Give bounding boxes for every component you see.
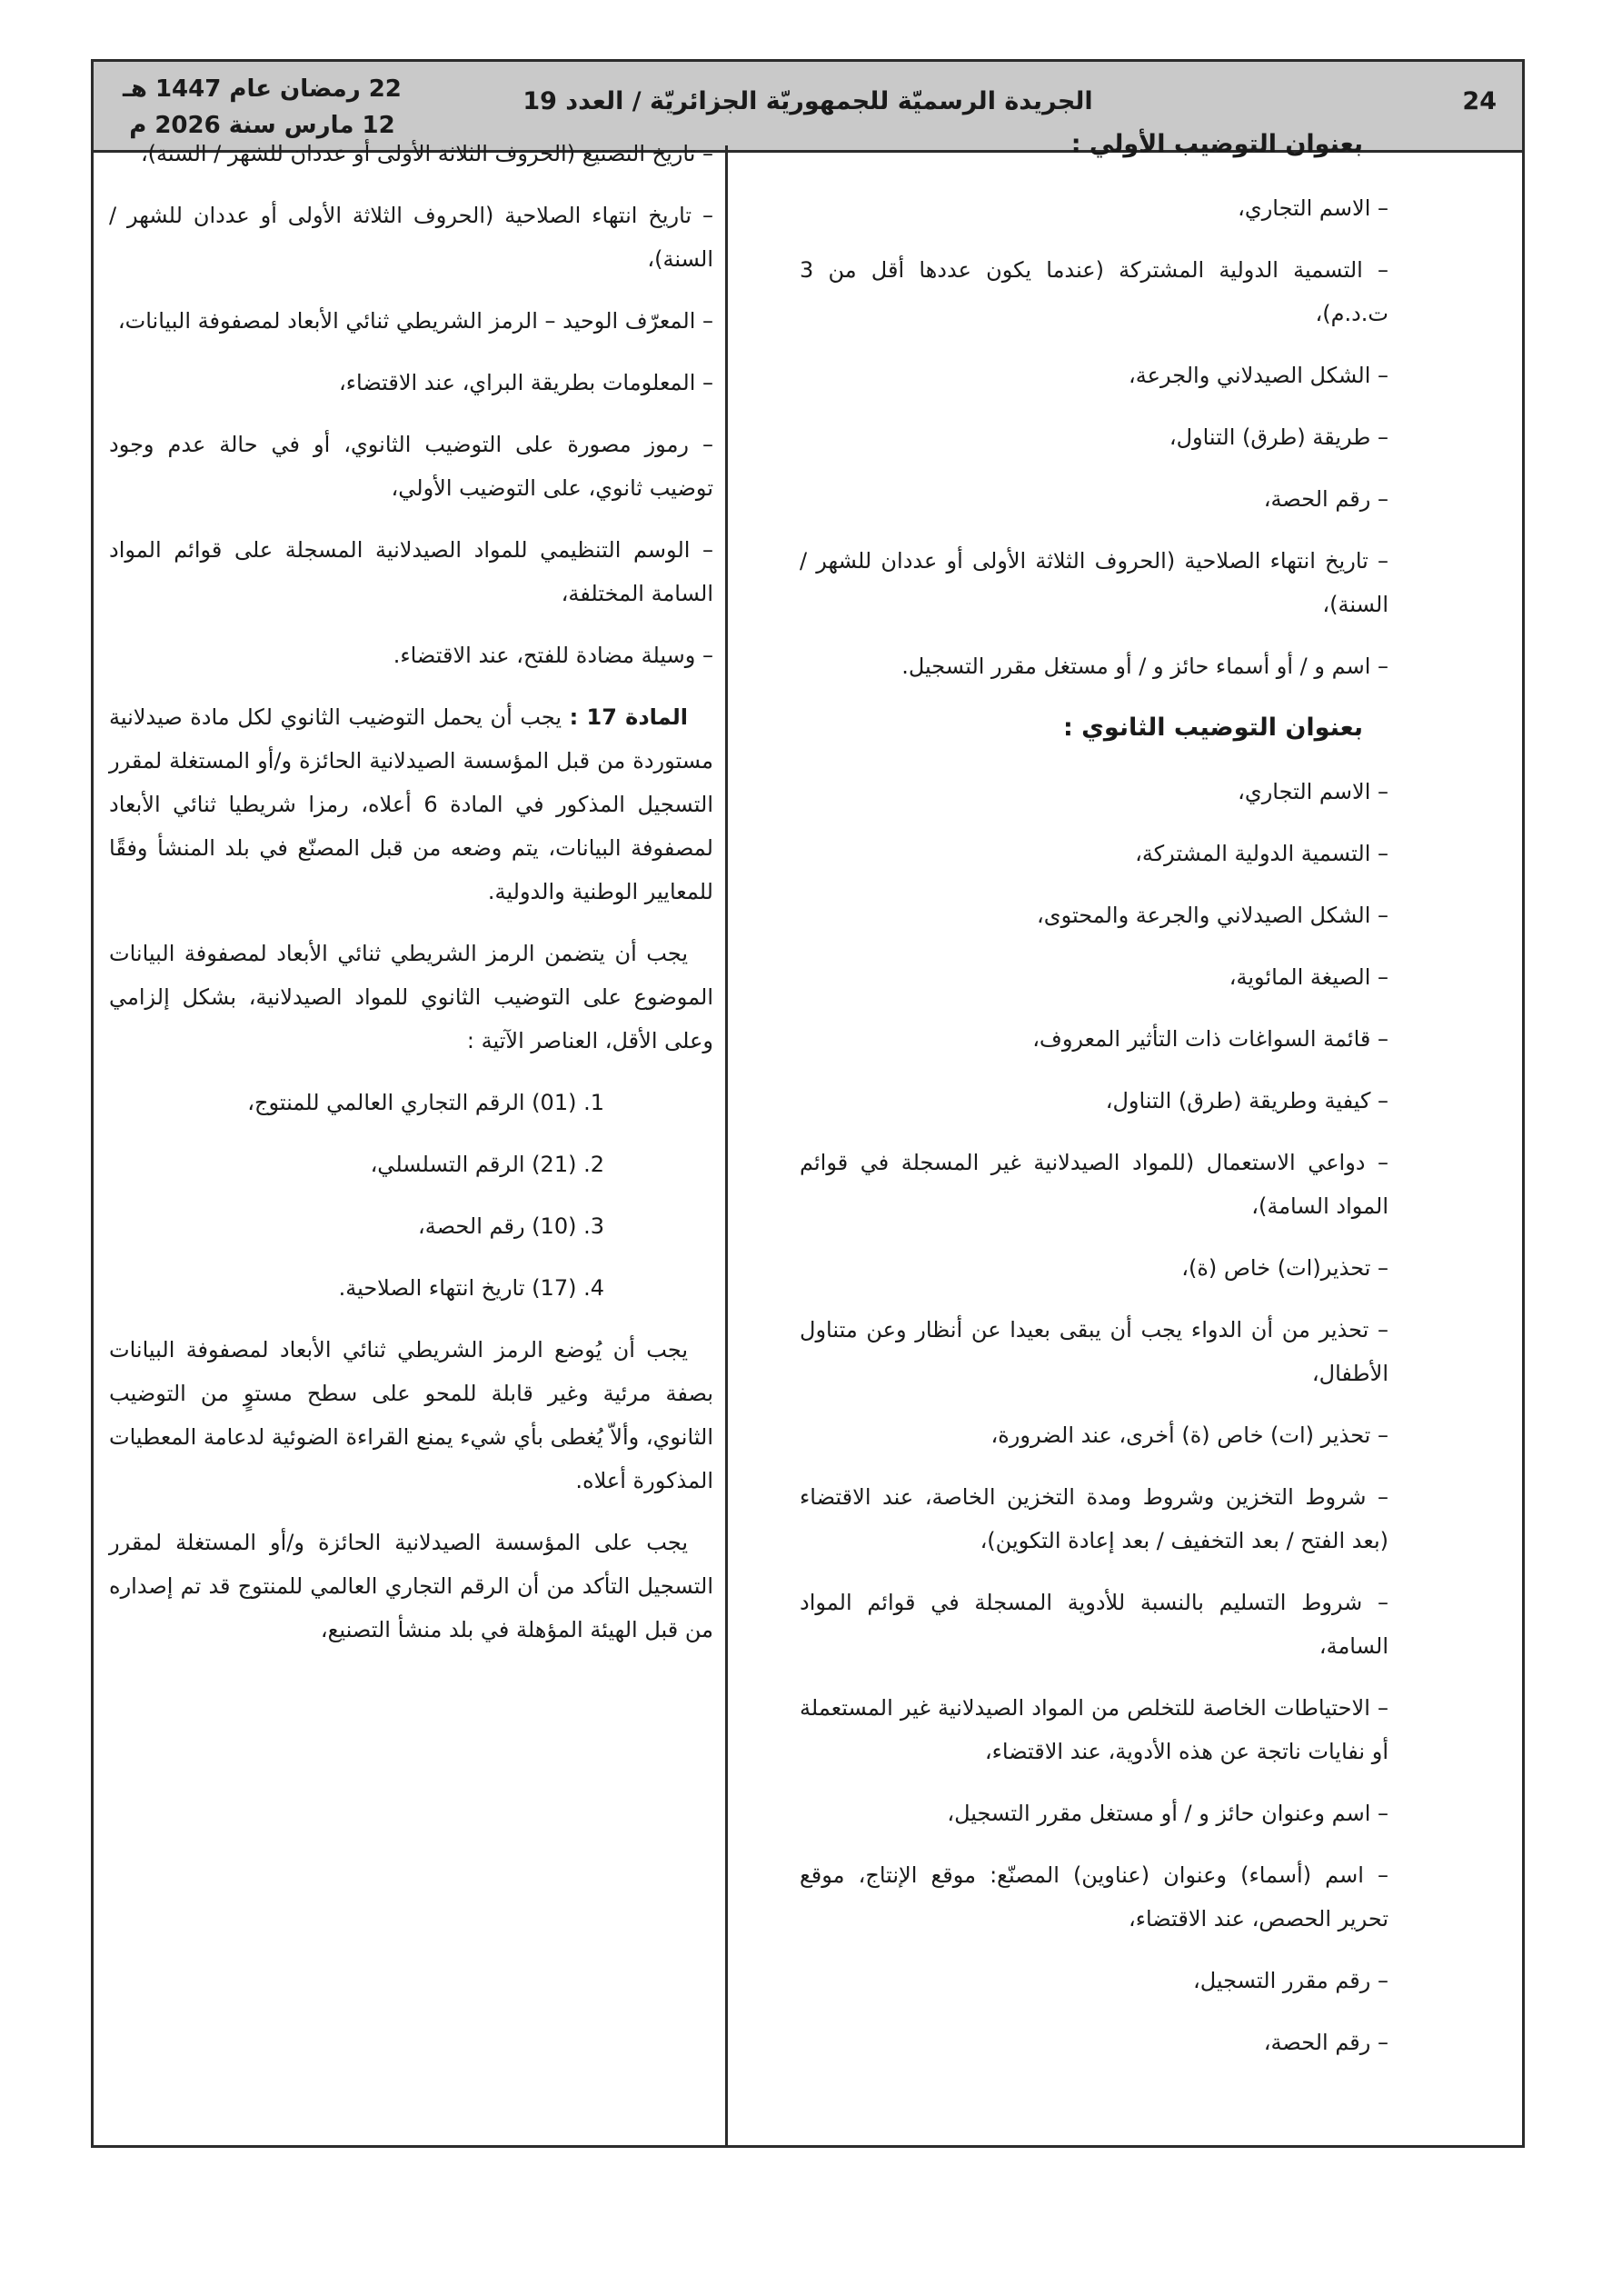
numbered-item: 2. (21) الرقم التسلسلي، xyxy=(370,1152,604,1177)
heading-primary-packaging: بعنوان التوضيب الأولي : xyxy=(1070,130,1363,158)
list-item: – وسيلة مضادة للفتح، عند الاقتضاء. xyxy=(393,643,713,668)
numbered-item: 3. (10) رقم الحصة، xyxy=(417,1213,604,1239)
column-divider xyxy=(725,145,728,2145)
left-column xyxy=(109,132,713,1670)
list-item: – تاريخ التصنيع (الحروف الثلاثة الأولى أو عددان للشهر / السنة)، xyxy=(140,141,713,166)
heading-secondary-packaging: بعنوان التوضيب الثانوي : xyxy=(1062,714,1363,742)
list-item: – الاسم التجاري، xyxy=(1238,195,1388,221)
article-17 xyxy=(109,695,713,913)
paragraph-elements: يجب أن يتضمن الرمز الشريطي ثنائي الأبعاد لمصفوفة البيانات الموضوع على التوضيب الثانوي للمواد الصيدلانية، بشكل إلزامي وعلى الأقل، العناصر الآتية : xyxy=(109,941,713,1053)
list-item: – الشكل الصيدلاني والجرعة والمحتوى، xyxy=(1037,903,1388,928)
list-item: – تحذير من أن الدواء يجب أن يبقى بعيدا عن أنظار وعن متناول الأطفال، xyxy=(800,1317,1388,1386)
list-item: – اسم وعنوان حائز و / أو مستغل مقرر التسجيل، xyxy=(947,1801,1388,1826)
list-item: – اسم (أسماء) وعنوان (عناوين) المصنّع: موقع الإنتاج، موقع تحرير الحصص، عند الاقتضاء، xyxy=(800,1862,1388,1932)
date-gregorian: 12 مارس سنة 2026 م xyxy=(129,112,395,139)
list-item: – تحذير(ات) خاص (ة)، xyxy=(1181,1255,1388,1281)
numbered-item: 4. (17) تاريخ انتهاء الصلاحية. xyxy=(338,1275,604,1301)
list-item: – دواعي الاستعمال (للمواد الصيدلانية غير المسجلة في قوائم المواد السامة)، xyxy=(800,1150,1388,1219)
list-item: – رقم مقرر التسجيل، xyxy=(1192,1968,1388,1993)
list-item: – رقم الحصة، xyxy=(1263,486,1388,512)
page-number: 24 xyxy=(1462,87,1497,115)
list-item: – تاريخ انتهاء الصلاحية (الحروف الثلاثة الأولى أو عددان للشهر / السنة)، xyxy=(109,203,713,272)
list-item: – المعرّف الوحيد – الرمز الشريطي ثنائي الأبعاد لمصفوفة البيانات، xyxy=(117,308,713,334)
article-label: المادة 17 : xyxy=(569,704,689,730)
right-column xyxy=(800,123,1388,2082)
list-item: – كيفية وطريقة (طرق) التناول، xyxy=(1105,1088,1388,1113)
list-item: – قائمة السواغات ذات التأثير المعروف، xyxy=(1032,1026,1388,1052)
list-item: – تاريخ انتهاء الصلاحية (الحروف الثلاثة الأولى أو عددان للشهر / السنة)، xyxy=(800,548,1388,617)
list-item: – شروط التخزين وشروط ومدة التخزين الخاصة، عند الاقتضاء (بعد الفتح / بعد التخفيف / بعد إعادة التكوين)، xyxy=(800,1484,1388,1553)
list-item: – الوسم التنظيمي للمواد الصيدلانية المسجلة على قوائم المواد السامة المختلفة، xyxy=(109,537,713,606)
gazette-title: الجريدة الرسميّة للجمهوريّة الجزائريّة / العدد 19 xyxy=(522,87,1093,115)
numbered-item: 1. (01) الرقم التجاري العالمي للمنتوج، xyxy=(247,1090,604,1115)
article-text: يجب أن يحمل التوضيب الثانوي لكل مادة صيدلانية مستوردة من قبل المؤسسة الصيدلانية الحائزة و/أو المستغلة لمقرر التسجيل المذكور في المادة 6 أعلاه، رمزا شريطيا ثنائي الأبعاد لمصفوفة البيانات، يتم وضعه من قبل المصنّع في بلد المنشأ وفقًا للمعايير الوطنية والدولية. xyxy=(109,704,713,904)
list-item: – التسمية الدولية المشتركة (عندما يكون عددها أقل من 3 ت.د.م)، xyxy=(800,257,1388,326)
list-item: – تحذير (ات) خاص (ة) أخرى، عند الضرورة، xyxy=(990,1423,1388,1448)
list-item: – شروط التسليم بالنسبة للأدوية المسجلة في قوائم المواد السامة، xyxy=(800,1590,1388,1659)
list-item: – اسم و / أو أسماء حائز و / أو مستغل مقرر التسجيل. xyxy=(901,654,1388,679)
list-item: – طريقة (طرق) التناول، xyxy=(1169,424,1388,450)
date-hijri: 22 رمضان عام 1447 هـ xyxy=(123,75,402,103)
list-item: – التسمية الدولية المشتركة، xyxy=(1135,841,1388,866)
list-item: – الاسم التجاري، xyxy=(1238,779,1388,804)
paragraph-placement: يجب أن يُوضع الرمز الشريطي ثنائي الأبعاد لمصفوفة البيانات بصفة مرئية وغير قابلة للمحو على سطح مستوٍ من التوضيب الثانوي، وألاّ يُغطى بأي شيء يمنع القراءة الضوئية لدعامة المعطيات المذكورة أعلاه. xyxy=(109,1337,713,1493)
list-item: – الاحتياطات الخاصة للتخلص من المواد الصيدلانية غير المستعملة أو نفايات ناتجة عن هذه الأدوية، عند الاقتضاء، xyxy=(800,1695,1388,1764)
list-item: – رموز مصورة على التوضيب الثانوي، أو في حالة عدم وجود توضيب ثانوي، على التوضيب الأولي، xyxy=(109,432,713,501)
list-item: – المعلومات بطريقة البراي، عند الاقتضاء، xyxy=(338,370,713,395)
list-item: – الصيغة المائوية، xyxy=(1229,964,1388,990)
list-item: – الشكل الصيدلاني والجرعة، xyxy=(1129,363,1388,388)
list-item: – رقم الحصة، xyxy=(1263,2030,1388,2055)
paragraph-verify: يجب على المؤسسة الصيدلانية الحائزة و/أو المستغلة لمقرر التسجيل التأكد من أن الرقم التجاري العالمي للمنتوج قد تم إصداره من قبل الهيئة المؤهلة في بلد منشأ التصنيع، xyxy=(109,1530,713,1642)
